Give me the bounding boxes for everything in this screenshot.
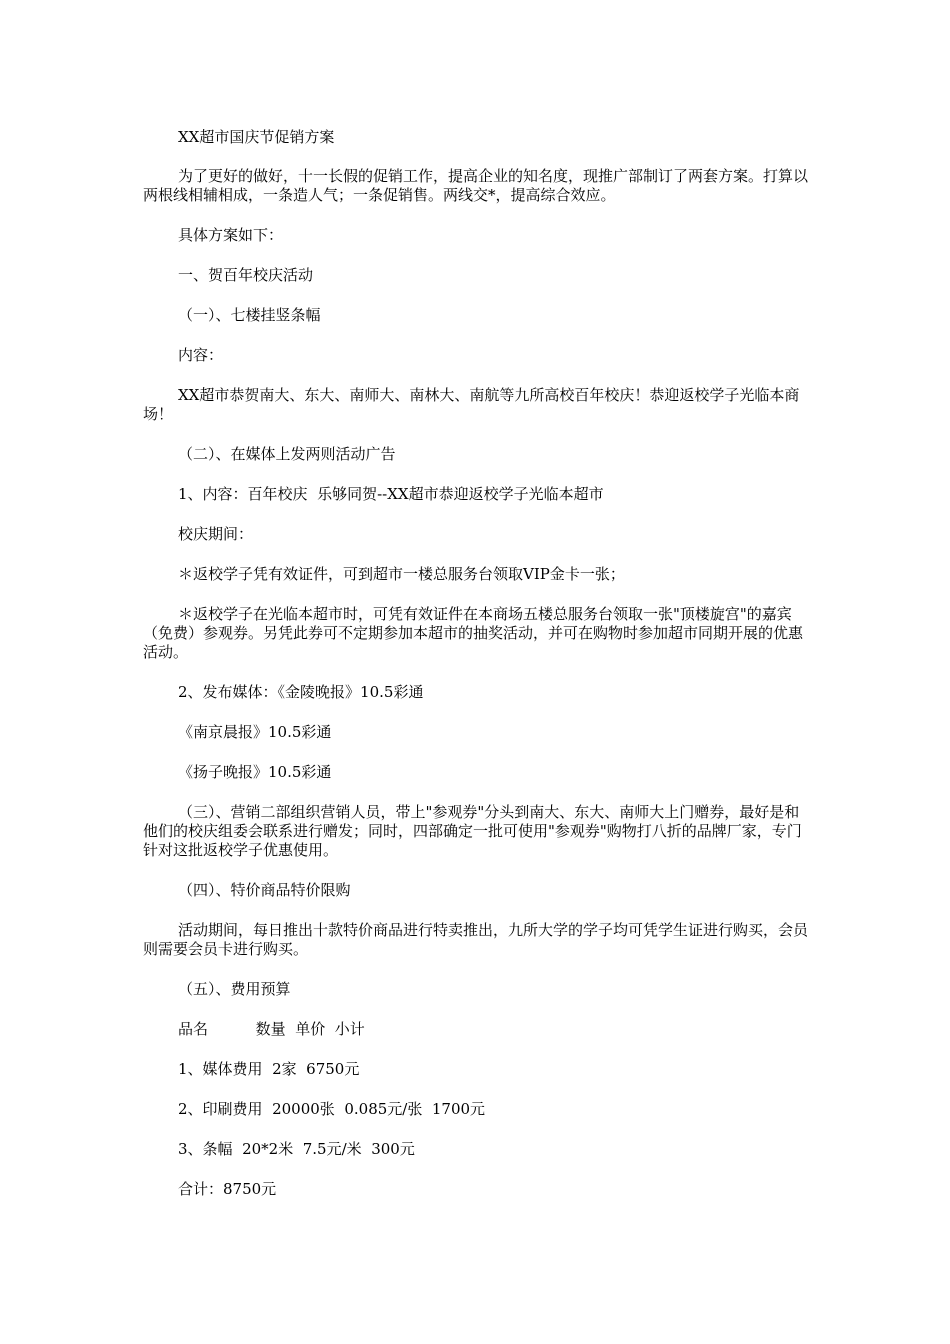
paragraph-plan-heading: 具体方案如下： [178,226,284,244]
paragraph-media-2: 《南京晨报》10.5彩通 [178,723,332,741]
paragraph-media-1: 2、发布媒体：《金陵晚报》10.5彩通 [178,683,424,701]
subsection-heading-1: （一）、七楼挂竖条幅 [178,306,321,324]
paragraph-special-offer: 活动期间，每日推出十款特价商品进行特卖推出，九所大学的学子均可凭学生证进行购买，会员则需要会员卡进行购买。 [143,921,809,958]
paragraph-content-label: 内容： [178,346,224,364]
document-body [143,128,811,1220]
budget-header-row: 品名 数量 单价 小计 [178,1020,365,1038]
section-heading-1: 一、贺百年校庆活动 [178,266,314,284]
paragraph-intro: 为了更好的做好，十一长假的促销工作，提高企业的知名度，现推广部制订了两套方案。打算以两根线相辅相成，一条造人气；一条促销售。两线交*，提高综合效应。 [143,167,809,204]
budget-row-1: 1、媒体费用 2家 6750元 [178,1060,360,1078]
subsection-heading-2: （二）、在媒体上发两则活动广告 [178,445,396,463]
paragraph-banner-text: XX超市恭贺南大、东大、南师大、南林大、南航等九所高校百年校庆！恭迎返校学子光临本商场！ [143,386,800,423]
subsection-heading-3: （三）、营销二部组织营销人员，带上"参观券"分头到南大、东大、南师大上门赠券，最好是和他们的校庆组委会联系进行赠发；同时，四部确定一批可使用"参观券"购物打八折的品牌厂家，专门针对这批返校学子优惠使用。 [143,803,802,859]
budget-row-2: 2、印刷费用 20000张 0.085元/张 1700元 [178,1100,486,1118]
paragraph-ad-content: 1、内容：百年校庆 乐够同贺--XX超市恭迎返校学子光临本超市 [178,485,604,503]
document-title: XX超市国庆节促销方案 [178,128,335,146]
subsection-heading-4: （四）、特价商品特价限购 [178,881,351,899]
paragraph-vip-card: ＊返校学子凭有效证件，可到超市一楼总服务台领取VIP金卡一张； [178,565,625,583]
paragraph-period-label: 校庆期间： [178,525,254,543]
paragraph-media-3: 《扬子晚报》10.5彩通 [178,763,332,781]
subsection-heading-5: （五）、费用预算 [178,980,291,998]
paragraph-ticket-offer: ＊返校学子在光临本超市时，可凭有效证件在本商场五楼总服务台领取一张"顶楼旋宫"的嘉宾（免费）参观券。另凭此券可不定期参加本超市的抽奖活动，并可在购物时参加超市同期开展的优惠活动。 [143,605,804,661]
budget-row-3: 3、条幅 20*2米 7.5元/米 300元 [178,1140,415,1158]
budget-total: 合计：8750元 [178,1180,277,1198]
